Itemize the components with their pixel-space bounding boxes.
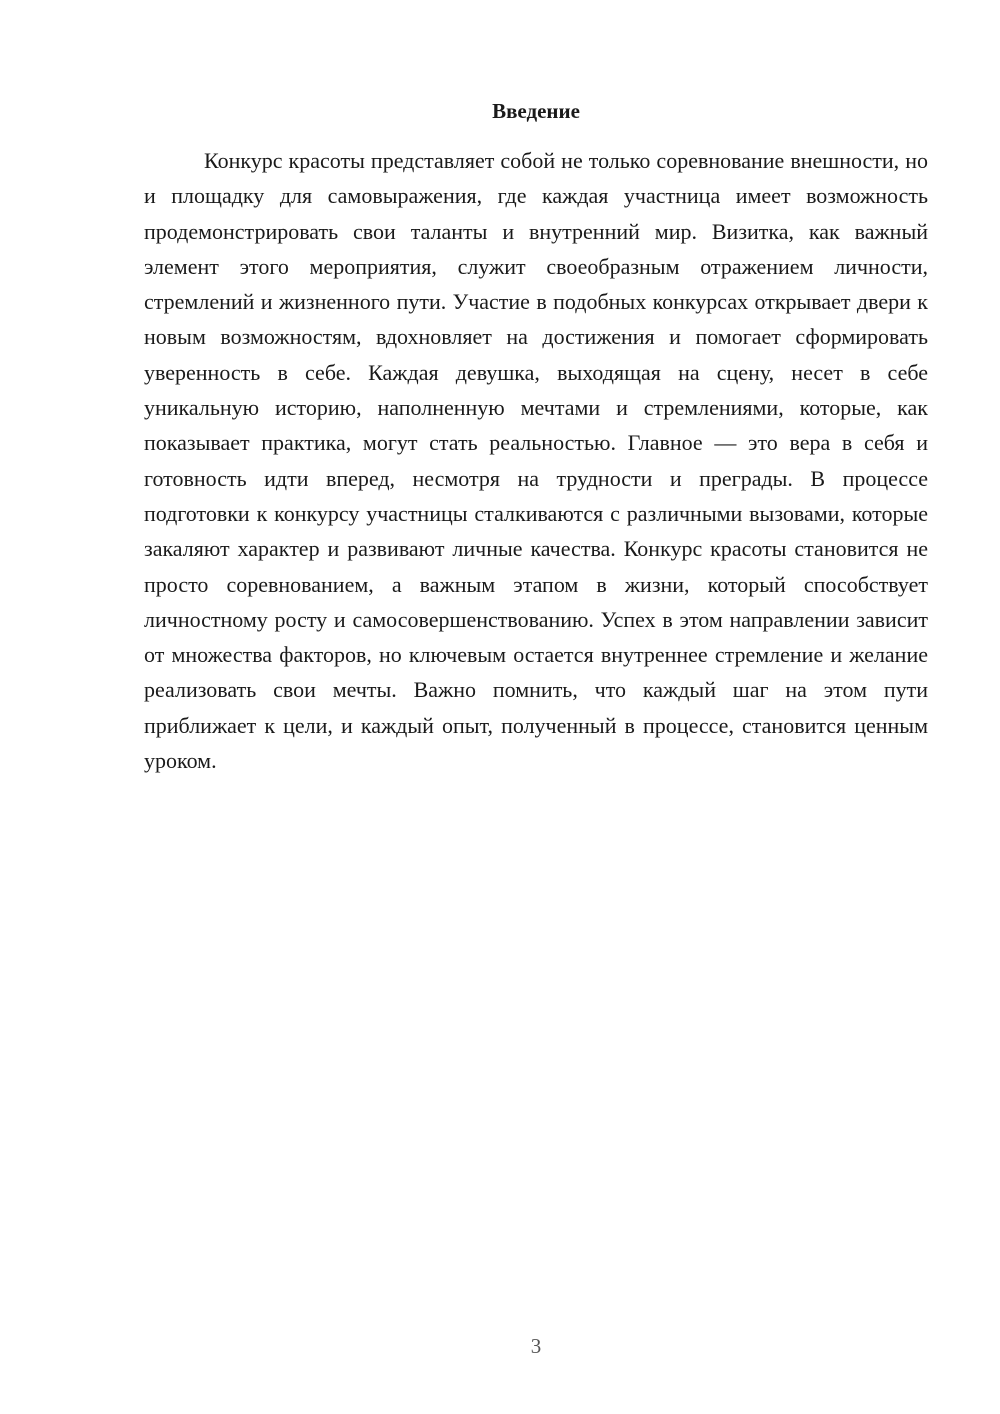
page-title: Введение [492,99,580,123]
page-number: 3 [530,1334,542,1358]
body-paragraph: Конкурс красоты представляет собой не только соревнование внешности, но и площадку для самовыражения, где каждая участница имеет возможность продемонстрировать свои таланты и внутренний мир. Визитка, как важный элемент этого мероприятия, служит своеобразным отражением личности, стремлений и жизненного пути. Участие в подобных конкурсах открывает двери к новым возможностям, вдохновляет на достижения и помогает сформировать уверенность в себе. Каждая девушка, выходящая на сцену, несет в себе уникальную историю, наполненную мечтами и стремлениями, которые, как показывает практика, могут стать реальностью. Главное — это вера в себя и готовность идти вперед, несмотря на трудности и преграды. В процессе подготовки к конкурсу участницы сталкиваются с различными вызовами, которые закаляют характер и развивают личные качества. Конкурс красоты становится не просто соревнованием, а важным этапом в жизни, который способствует личностному росту и самосовершенствованию. Успех в этом направлении зависит от множества факторов, но ключевым остается внутреннее стремление и желание реализовать свои мечты. Важно помнить, что каждый шаг на этом пути приближает к цели, и каждый опыт, полученный в процессе, становится ценным уроком. [144,148,928,774]
